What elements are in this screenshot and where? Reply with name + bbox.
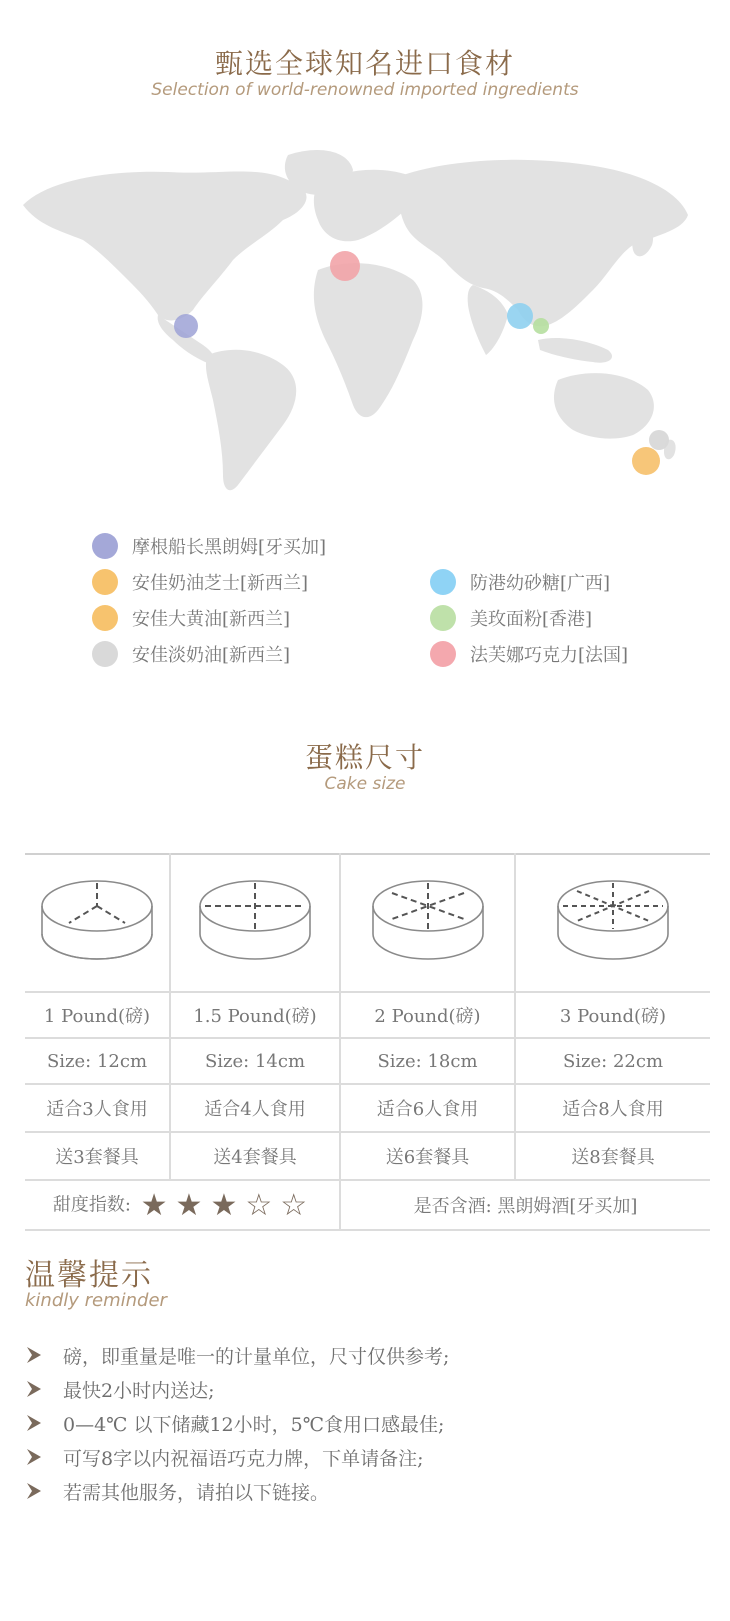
legend-dot [92,569,118,595]
ingredients-subtitle: Selection of world-renowned imported ingredients [151,80,579,100]
chevron-right-icon [25,1481,45,1501]
pound-cell: 1 Pound(磅) [25,992,170,1038]
pound-cell: 3 Pound(磅) [515,992,710,1038]
marker-france [330,251,360,281]
marker-guangxi [507,303,533,329]
legend-dot [430,569,456,595]
reminder-item [25,1372,449,1406]
legend-dot [92,605,118,631]
ingredients-title: 甄选全球知名进口食材 [214,47,515,80]
reminder-item [25,1440,449,1474]
cake-3-pound-icon [553,871,673,971]
tableware-cell: 送6套餐具 [340,1132,515,1180]
star-filled-icon: ★ [210,1187,238,1223]
reminder-item [25,1406,449,1440]
cake-size-table [25,853,710,1231]
pound-cell: 1.5 Pound(磅) [170,992,340,1038]
cake-illustration-cell [340,854,515,992]
reminder-text: 磅，即重量是唯一的计量单位，尺寸仅供参考; [63,1345,450,1368]
sweetness-stars [137,1187,312,1223]
diameter-cell: Size: 12cm [25,1038,170,1084]
cake-illustration-cell [25,854,170,992]
sweetness-cell [25,1180,340,1230]
legend-right-column [430,564,628,672]
tableware-cell: 送8套餐具 [515,1132,710,1180]
map-landmass [23,150,688,490]
pound-row [25,992,710,1038]
star-empty-icon: ☆ [245,1187,273,1223]
tableware-row [25,1132,710,1180]
diameter-cell: Size: 22cm [515,1038,710,1084]
marker-new-zealand-gray [649,430,669,450]
legend-item [430,636,628,672]
legend-left-column [92,528,326,672]
tableware-cell: 送3套餐具 [25,1132,170,1180]
cake-1-5-pound-icon [195,871,315,971]
star-filled-icon: ★ [175,1187,203,1223]
reminder-list [25,1338,449,1508]
reminder-subtitle: kindly reminder [25,1290,167,1311]
star-filled-icon: ★ [140,1187,168,1223]
legend-item [92,528,326,564]
world-map [18,140,698,500]
serves-cell: 适合3人食用 [25,1084,170,1132]
cake-illustration-cell [170,854,340,992]
diameter-cell: Size: 18cm [340,1038,515,1084]
sweetness-alcohol-row [25,1180,710,1230]
cake-2-pound-icon [368,871,488,971]
legend-item [92,600,326,636]
marker-new-zealand-orange [632,447,660,475]
chevron-right-icon [25,1379,45,1399]
reminder-title: 温馨提示 [25,1258,153,1293]
legend-item [92,564,326,600]
tableware-cell: 送4套餐具 [170,1132,340,1180]
star-empty-icon: ☆ [280,1187,308,1223]
cake-size-title: 蛋糕尺寸 [304,741,425,774]
reminder-item [25,1474,449,1508]
legend-label: 摩根船长黑朗姆[牙买加] [132,537,327,558]
serves-cell: 适合6人食用 [340,1084,515,1132]
diameter-row [25,1038,710,1084]
chevron-right-icon [25,1413,45,1433]
serves-cell: 适合8人食用 [515,1084,710,1132]
legend-label: 安佳淡奶油[新西兰] [132,645,291,666]
chevron-right-icon [25,1447,45,1467]
reminder-text: 若需其他服务，请拍以下链接。 [63,1481,330,1504]
cake-1-pound-icon [37,871,157,971]
legend-label: 安佳大黄油[新西兰] [132,609,291,630]
cake-illustration-cell [515,854,710,992]
alcohol-cell: 是否含酒: 黑朗姆酒[牙买加] [340,1180,710,1230]
legend-label: 法芙娜巧克力[法国] [470,645,629,666]
legend-item [430,564,628,600]
marker-jamaica [174,314,198,338]
marker-hong-kong [533,318,549,334]
legend-label: 防港幼砂糖[广西] [470,573,611,594]
legend-dot [430,605,456,631]
serves-row [25,1084,710,1132]
legend-label: 美玫面粉[香港] [470,609,593,630]
legend-dot [430,641,456,667]
chevron-right-icon [25,1345,45,1365]
legend-item [430,600,628,636]
legend-dot [92,641,118,667]
reminder-text: 最快2小时内送达; [63,1379,215,1402]
reminder-text: 0—4℃ 以下储藏12小时，5℃食用口感最佳; [63,1413,445,1436]
serves-cell: 适合4人食用 [170,1084,340,1132]
legend-item [92,636,326,672]
diameter-cell: Size: 14cm [170,1038,340,1084]
reminder-text: 可写8字以内祝福语巧克力牌，下单请备注; [63,1447,424,1470]
pound-cell: 2 Pound(磅) [340,992,515,1038]
cake-size-subtitle: Cake size [324,774,406,794]
legend-label: 安佳奶油芝士[新西兰] [132,573,309,594]
sweetness-label: 甜度指数: [52,1194,131,1215]
reminder-item [25,1338,449,1372]
legend-dot [92,533,118,559]
cake-illustration-row [25,854,710,992]
